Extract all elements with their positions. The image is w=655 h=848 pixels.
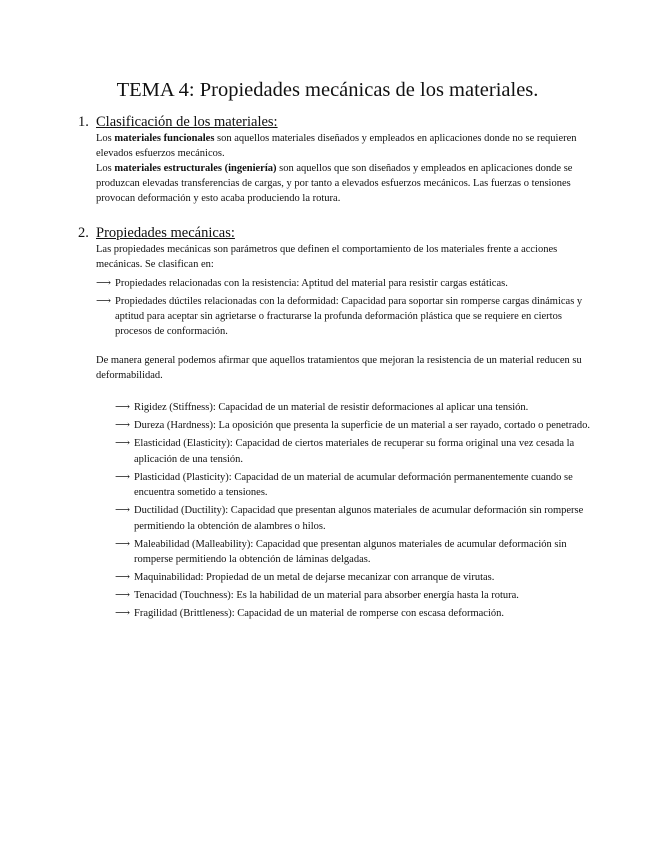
list-item: [115, 570, 605, 586]
arrow-icon: ⟶: [96, 278, 112, 289]
section-classification: [78, 113, 598, 206]
list-item: [115, 537, 605, 568]
arrow-icon: ⟶: [115, 572, 131, 583]
properties-list: [115, 400, 605, 624]
list-item-text: Propiedades dúctiles relacionadas con la deformidad: Capacidad para soportar sin romperse cargas dinámicas y aptitud para aceptar sin agrietarse o fracturarse la profunda deformación plástica que se requiere en ciertos procesos de conformación.: [115, 296, 583, 337]
list-item-text: Fragilidad (Brittleness): Capacidad de un material de romperse con escasa deformación.: [134, 608, 504, 619]
arrow-icon: ⟶: [115, 438, 131, 449]
section-number: 2.: [78, 225, 89, 241]
list-item: [115, 588, 605, 604]
list-item-text: Dureza (Hardness): La oposición que presenta la superficie de un material a ser rayado, cortado o penetrado.: [134, 420, 590, 431]
list-item: [115, 503, 605, 534]
paragraph-structural-materials: [96, 161, 598, 206]
text: Los: [96, 163, 115, 174]
text: Los: [96, 133, 115, 144]
arrow-icon: ⟶: [115, 471, 131, 483]
text: son aquellos que son diseñados y empleados en aplicaciones donde se produzcan elevadas transferencias de cargas, y por tanto a elevados esfuerzos mecánicos. Las fuerzas o tensiones provocan deformación y esto acaba produciendo la rotura.: [96, 163, 573, 204]
section-mechanical-properties: [78, 224, 598, 383]
arrow-icon: ⟶: [115, 608, 131, 619]
property-groups-list: [96, 276, 598, 339]
section-title: Clasificación de los materiales:: [96, 114, 278, 130]
list-item-text: Propiedades relacionadas con la resistencia: Aptitud del material para resistir cargas estáticas.: [115, 278, 508, 289]
section-heading: [78, 224, 598, 242]
list-item-text: Maquinabilidad: Propiedad de un metal de dejarse mecanizar con arranque de virutas.: [134, 572, 495, 583]
list-item-text: Ductilidad (Ductility): Capacidad que presentan algunos materiales de acumular deformación sin romperse permitiendo la obtención de alambres o hilos.: [134, 505, 584, 532]
bold-term: materiales funcionales: [114, 133, 215, 144]
list-item: [115, 606, 605, 622]
paragraph-general: De manera general podemos afirmar que aquellos tratamientos que mejoran la resistencia de un material reducen su deformabilidad.: [96, 355, 582, 381]
arrow-icon: ⟶: [115, 505, 131, 516]
arrow-icon: ⟶: [115, 402, 131, 413]
list-item-text: Elasticidad (Elasticity): Capacidad de ciertos materiales de recuperar su forma original una vez cesada la aplicación de una tensión.: [134, 438, 575, 465]
page-title: TEMA 4: Propiedades mecánicas de los materiales.: [116, 79, 539, 101]
text: son aquellos materiales diseñados y empleados en aplicaciones donde no se requieren elevados esfuerzos mecánicos.: [96, 133, 577, 159]
arrow-icon: ⟶: [96, 296, 112, 307]
section-number: 1.: [78, 114, 89, 130]
list-item-text: Rigidez (Stiffness): Capacidad de un material de resistir deformaciones al aplicar una tensión.: [134, 402, 529, 413]
list-item: [115, 470, 605, 501]
list-item: [96, 276, 598, 291]
bold-term: materiales estructurales (ingeniería): [114, 163, 277, 174]
section-heading: [78, 113, 598, 131]
list-item: [115, 400, 605, 416]
paragraph-functional-materials: [96, 131, 598, 161]
arrow-icon: ⟶: [115, 538, 131, 550]
paragraph-intro: Las propiedades mecánicas son parámetros que definen el comportamiento de los materiales frente a acciones mecánicas. Se clasifican en:: [96, 244, 558, 270]
list-item: [115, 436, 605, 467]
list-item: [115, 418, 605, 434]
list-item-text: Plasticidad (Plasticity): Capacidad de un material de acumular deformación permanentemente cuando se encuentra sometido a tensiones.: [134, 471, 573, 498]
arrow-icon: ⟶: [115, 590, 131, 601]
list-item-text: Tenacidad (Touchness): Es la habilidad de un material para absorber energía hasta la rotura.: [134, 590, 519, 601]
list-item: [96, 294, 598, 339]
list-item-text: Maleabilidad (Malleability): Capacidad que presentan algunos materiales de acumular deformación sin romperse permitiendo la obtención de láminas delgadas.: [134, 538, 567, 565]
section-title: Propiedades mecánicas:: [96, 225, 235, 241]
arrow-icon: ⟶: [115, 420, 131, 431]
